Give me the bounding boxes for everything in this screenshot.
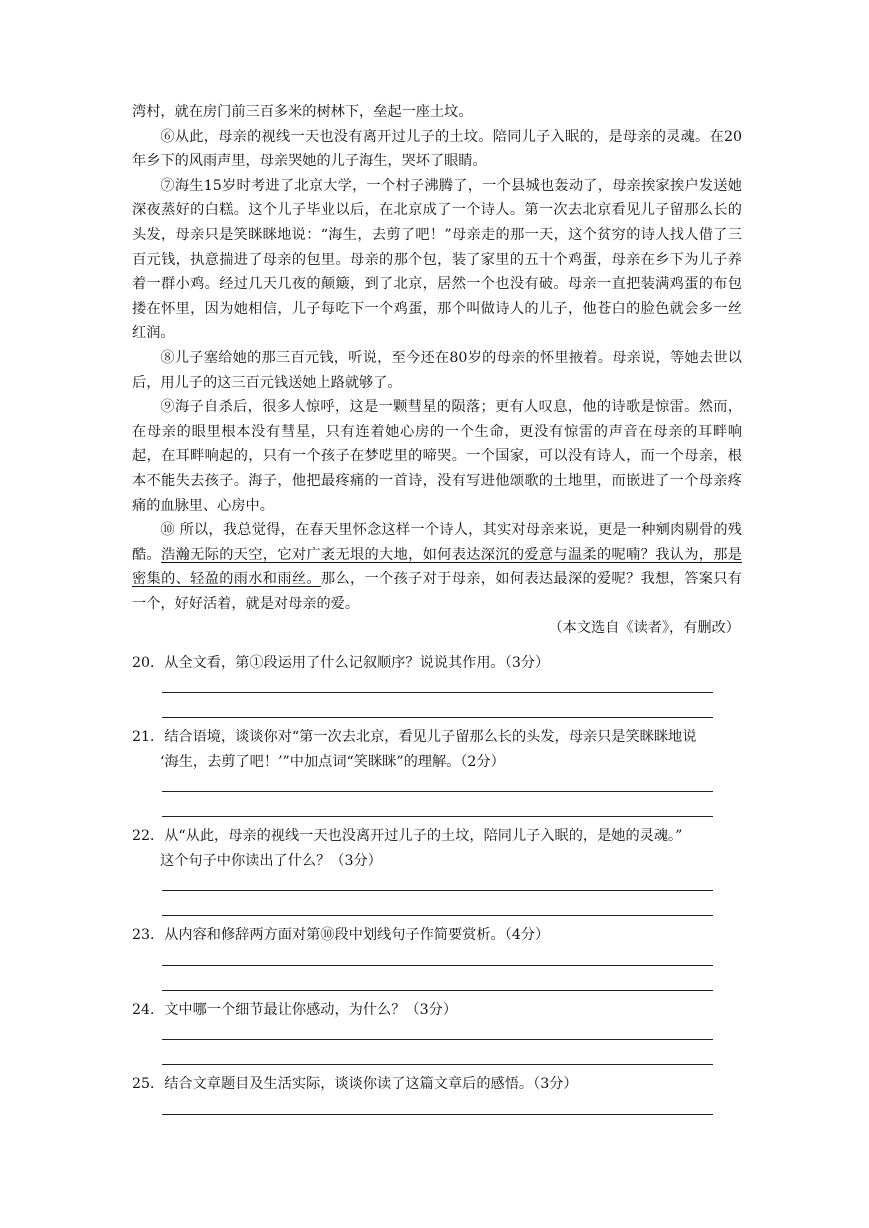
answer-line[interactable] bbox=[162, 816, 713, 817]
paragraph-5-tail: 湾村，就在房门前三百多米的树林下，垒起一座土坟。 bbox=[132, 104, 473, 120]
question-text: 24．文中哪一个细节最让你感动，为什么？（3分） bbox=[132, 1002, 458, 1018]
paragraph-10 bbox=[132, 518, 742, 616]
question-text: 20．从全文看，第①段运用了什么记叙顺序？说说其作用。（3分） bbox=[132, 655, 550, 671]
answer-line[interactable] bbox=[162, 791, 713, 792]
paragraph-10-start: ⑩ 所以，我总觉得，在春天里怀念这样一个诗人，其实对母亲来说，更是一种剜肉剔骨的残酷。 bbox=[132, 522, 742, 563]
paragraph-7: ⑦海生15岁时考进了北京大学，一个村子沸腾了，一个县城也轰动了，母亲挨家挨户发送她深夜蒸好的白糕。这个儿子毕业以后，在北京成了一个诗人。第一次去北京看见儿子留那么长的头发，母亲只是笑眯眯地说：“海生，去剪了吧！”母亲走的那一天，这个贫穷的诗人找人借了三百元钱，执意揣进了母亲的包里。母亲的那个包，装了家里的五十个鸡蛋，母亲在乡下为儿子养着一群小鸡。经过几天几夜的颠簸，到了北京，居然一个也没有破。母亲一直把装满鸡蛋的布包搂在怀里，因为她相信，儿子每吃下一个鸡蛋，那个叫做诗人的儿子，他苍白的脸色就会多一丝红润。 bbox=[132, 177, 742, 342]
paragraph-10-end: 那么，一个孩子对于母亲，如何表达最深的爱呢？我想，答案只有一个，好好活着，就是对母亲的爱。 bbox=[132, 571, 742, 612]
answer-line[interactable] bbox=[162, 1114, 713, 1115]
answer-line[interactable] bbox=[162, 1039, 713, 1040]
question-24 bbox=[132, 998, 742, 1023]
paragraph-9: ⑨海子自杀后，很多人惊呼，这是一颗彗星的陨落；更有人叹息，他的诗歌是惊雷。然而，在母亲的眼里根本没有彗星，只有连着她心房的一个生命，更没有惊雷的声音在母亲的耳畔响起，在耳畔响起的，只有一个孩子在梦呓里的啼哭。一个国家，可以没有诗人，而一个母亲，根本不能失去孩子。海子，他把最疼痛的一首诗，没有写进他颂歌的土地里，而嵌进了一个母亲疼痛的血脉里、心房中。 bbox=[132, 399, 742, 514]
question-22 bbox=[132, 824, 742, 873]
question-text-continued: ‘海生，去剪了吧！’”中加点词“笑眯眯”的理解。（2分） bbox=[160, 753, 505, 770]
question-text: 23．从内容和修辞两方面对第⑩段中划线句子作简要赏析。（4分） bbox=[132, 927, 550, 943]
question-text: 21．结合语境，谈谈你对“第一次去北京，看见儿子留那么长的头发，母亲只是笑眯眯地说 bbox=[132, 729, 697, 745]
paragraph-6: ⑥从此，母亲的视线一天也没有离开过儿子的土坟。陪同儿子入眠的，是母亲的灵魂。在20年乡下的风雨声里，母亲哭她的儿子海生，哭坏了眼睛。 bbox=[132, 128, 742, 170]
paragraph-8: ⑧儿子塞给她的那三百元钱，听说，至今还在80岁的母亲的怀里掖着。母亲说，等她去世以后，用儿子的这三百元钱送她上路就够了。 bbox=[132, 349, 742, 391]
question-text: 22．从“从此，母亲的视线一天也没离开过儿子的土坟，陪同儿子入眠的，是她的灵魂。” bbox=[132, 828, 683, 844]
question-23 bbox=[132, 923, 742, 948]
question-text-continued: 这个句子中你读出了什么？（3分） bbox=[160, 852, 382, 869]
answer-line[interactable] bbox=[162, 692, 713, 693]
source-note: （本文选自《读者》，有删改） bbox=[548, 620, 740, 637]
answer-line[interactable] bbox=[162, 1064, 713, 1065]
answer-line[interactable] bbox=[162, 890, 713, 891]
answer-line[interactable] bbox=[162, 965, 713, 966]
question-25 bbox=[132, 1072, 742, 1097]
question-21 bbox=[132, 725, 742, 774]
answer-line[interactable] bbox=[162, 915, 713, 916]
underlined-sentence: 浩瀚无际的天空，它对广袤无垠的大地，如何表达深沉的爱意与温柔的呢喃？我认为，那是密集的、轻盈的雨水和雨丝。 bbox=[132, 546, 742, 588]
reading-passage bbox=[132, 100, 742, 641]
question-text: 25．结合文章题目及生活实际，谈谈你读了这篇文章后的感悟。（3分） bbox=[132, 1076, 578, 1092]
question-20 bbox=[132, 651, 742, 676]
answer-line[interactable] bbox=[162, 990, 713, 991]
answer-line[interactable] bbox=[162, 717, 713, 718]
